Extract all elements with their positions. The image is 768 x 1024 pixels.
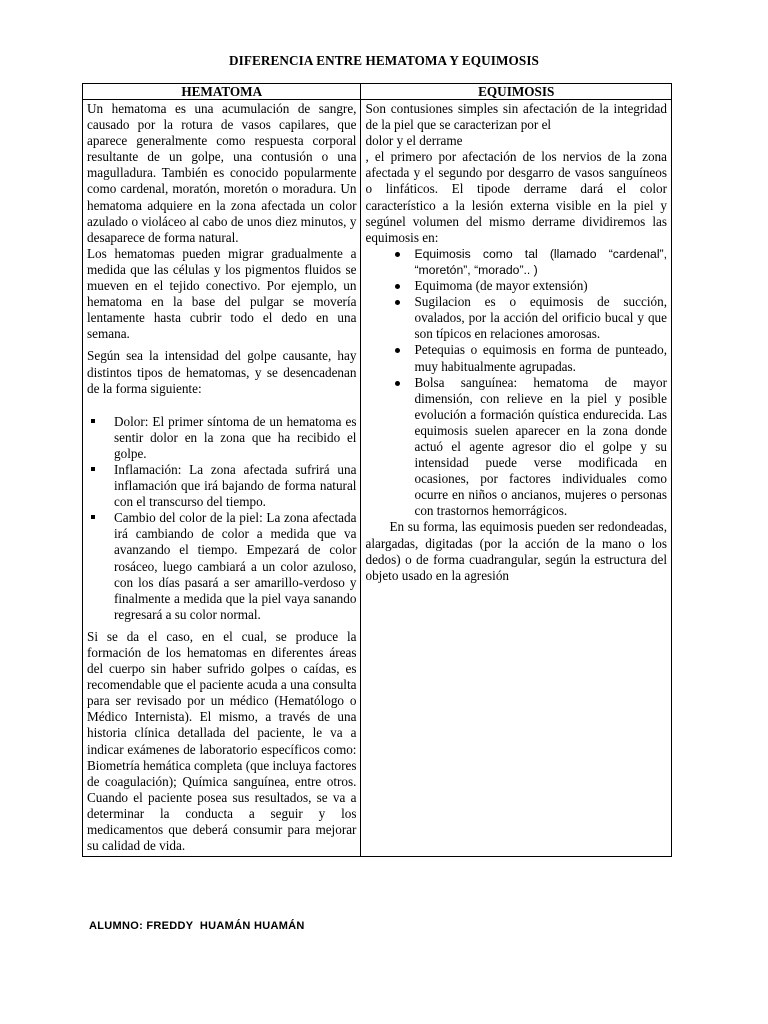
equimosis-definition-cont: dolor y el derrame <box>365 133 463 149</box>
header-equimosis: EQUIMOSIS <box>361 84 672 100</box>
list-item: Inflamación: La zona afectada sufrirá una inflamación que irá bajando de forma natural con el transcurso del tiempo. <box>87 462 356 510</box>
equimosis-definition: Son contusiones simples sin afectación de la integridad de la piel que se caracterizan por el <box>365 101 667 133</box>
hematoma-types-intro: Según sea la intensidad del golpe causante, hay distintos tipos de hematomas, y se desencadenan de la forma siguiente: <box>87 348 357 396</box>
header-hematoma: HEMATOMA <box>83 84 361 100</box>
comparison-table <box>82 83 672 857</box>
header-row <box>83 84 672 100</box>
hematoma-definition: Un hematoma es una acumulación de sangre, causado por la rotura de vasos capilares, que aparece generalmente como respuesta corporal resultante de un golpe, una contusión o una magulladura. También es conocido popularmente como cardenal, moratón, moretón o moradura. Un hematoma adquiere en la zona afectada un color azulado o violáceo al cabo de unos diez minutos, y desaparece de forma natural. <box>87 101 357 245</box>
content-row <box>83 100 672 857</box>
list-item: Equimoma (de mayor extensión) <box>365 278 667 294</box>
equimosis-cell <box>361 100 672 857</box>
list-item: Bolsa sanguínea: hematoma de mayor dimensión, con relieve en la piel y posible evolución a formación quística endurecida. Las equimosis suelen aparecer en la zona donde actuó el agente agresor dio el golpe y su intensidad puede verse modificada en ocasiones, por factores individuales como ocurre en niños o ancianos, mujeres o personas con trastornos hemorrágicos. <box>365 375 667 520</box>
document-title: DIFERENCIA ENTRE HEMATOMA Y EQUIMOSIS <box>229 53 539 68</box>
hematoma-symptom-list <box>87 414 356 623</box>
list-item: Dolor: El primer síntoma de un hematoma es sentir dolor en la zona que ha recibido el golpe. <box>87 414 356 462</box>
list-item: Sugilacion es o equimosis de succión, ovalados, por la acción del orificio bucal y que son típicos en relaciones amorosas. <box>365 294 667 342</box>
list-item: Petequias o equimosis en forma de punteado, muy habitualmente agrupadas. <box>365 342 667 374</box>
hematoma-migration: Los hematomas pueden migrar gradualmente a medida que las células y los pigmentos fluidos se mueven en el tejido conectivo. Por ejemplo, un hematoma en la base del pulgar se movería lentamente hasta cubrir todo el dedo en una semana. <box>87 245 357 342</box>
hematoma-cell <box>83 100 361 857</box>
list-item: Equimosis como tal (llamado “cardenal”, “moretón”, “morado”.. ) <box>365 246 667 278</box>
equimosis-classification: , el primero por afectación de los nervios de la zona afectada y el segundo por desgarro de vasos sanguíneos o linfáticos. El tipode derrame dará el color característico a la lesión externa visible en la piel y segúnel volumen del mismo derrame dividiremos las equimosis en: <box>365 149 667 245</box>
list-item: Cambio del color de la piel: La zona afectada irá cambiando de color a medida que va avanzando el tiempo. Empezará de color rosáceo, luego cambiará a un color azuloso, con los días pasará a ser amarillo-verdoso y finalmente a medida que la piel vaya sanando regresará a su color normal. <box>87 510 356 623</box>
equimosis-type-list <box>365 246 667 520</box>
hematoma-recommendation: Si se da el caso, en el cual, se produce la formación de los hematomas en diferentes áreas del cuerpo sin haber sufrido golpes o caídas, es recomendable que el paciente acuda a una consulta para ser revisado por un médico (Hematólogo o Médico Internista). El mismo, a través de una historia clínica detallada del paciente, le va a indicar exámenes de laboratorio específicos como: Biometría hemática completa (que incluya factores de coagulación); Química sanguínea, entre otros. Cuando el paciente posea sus resultados, se va a determinar la conducta a seguir y los medicamentos que deberá consumir para mejorar su calidad de vida. <box>87 628 357 854</box>
student-name: ALUMNO: FREDDY HUAMÁN HUAMÁN <box>89 920 305 932</box>
equimosis-shape: En su forma, las equimosis pueden ser redondeadas, alargadas, digitadas (por la acción de la mano o los dedos) o de forma cuadrangular, según la estructura del objeto usado en la agresión <box>365 519 667 583</box>
